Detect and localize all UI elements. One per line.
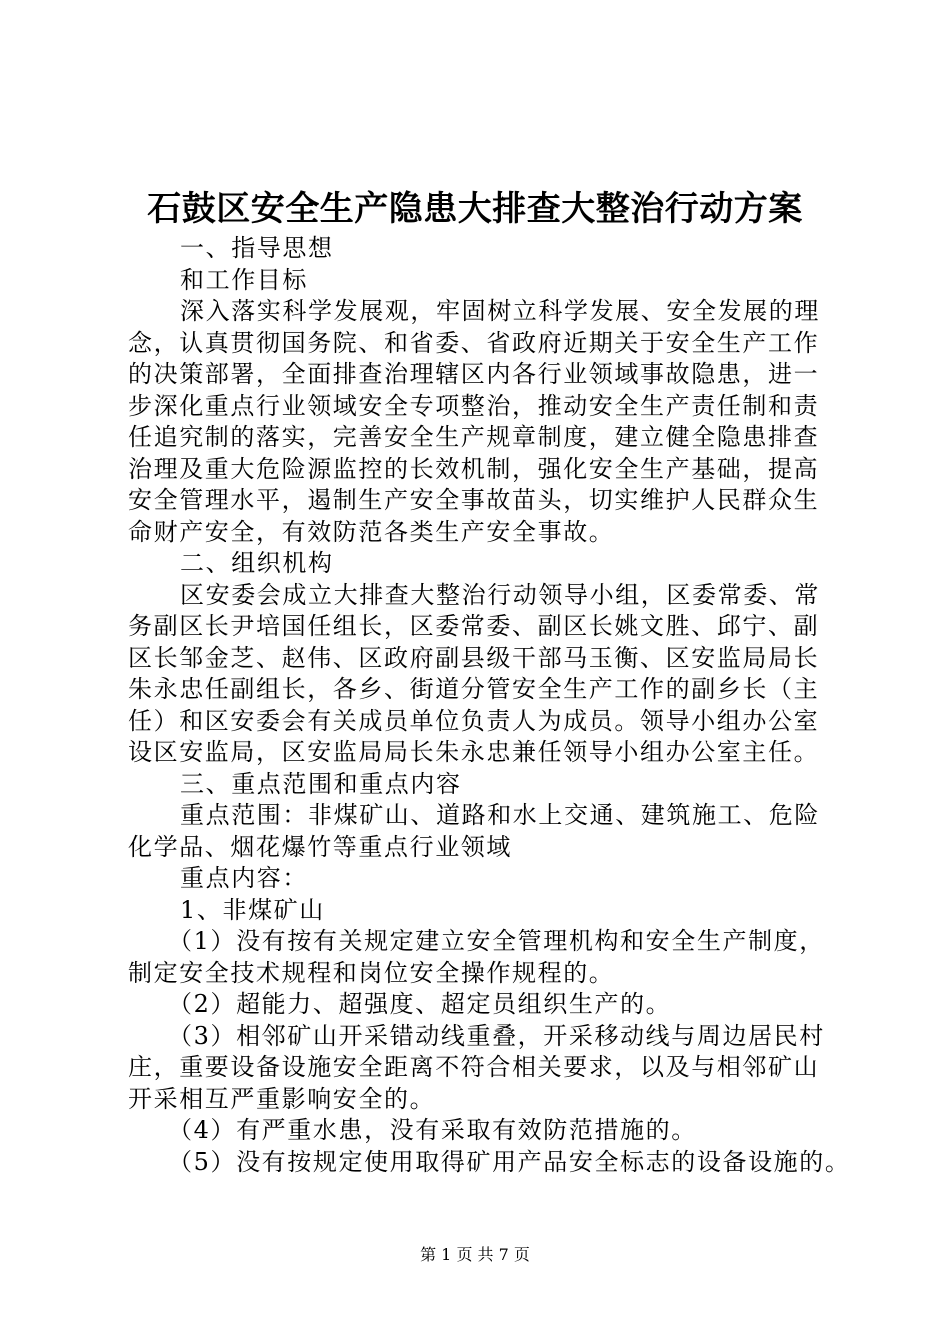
section-heading-guiding-ideology: 一、指导思想	[180, 234, 334, 262]
paragraph-line: 念，认真贯彻国务院、和省委、省政府近期关于安全生产工作	[128, 328, 820, 357]
list-item-line: （4）有严重水患，没有采取有效防范措施的。	[168, 1116, 697, 1144]
paragraph-line: 重点范围：非煤矿山、道路和水上交通、建筑施工、危险	[180, 801, 820, 829]
list-item-line: 庄，重要设备设施安全距离不符合相关要求，以及与相邻矿山	[128, 1053, 820, 1081]
list-item-line: （2）超能力、超强度、超定员组织生产的。	[168, 990, 672, 1018]
paragraph-line: 化学品、烟花爆竹等重点行业领域	[128, 832, 512, 861]
list-item-line: （5）没有按规定使用取得矿用产品安全标志的设备设施的。	[168, 1147, 851, 1176]
list-item-line: （1）没有按有关规定建立安全管理机构和安全生产制度，	[168, 927, 825, 955]
paragraph-line: 命财产安全，有效防范各类生产安全事故。	[128, 517, 615, 546]
paragraph-line: 设区安监局，区安监局局长朱永忠兼任领导小组办公室主任。	[128, 738, 820, 766]
subheading-non-coal-mines: 1、非煤矿山	[180, 895, 325, 924]
paragraph-line: 安全管理水平，遏制生产安全事故苗头，切实维护人民群众生	[128, 486, 820, 514]
paragraph-line: 区安委会成立大排查大整治行动领导小组，区委常委、常	[180, 580, 820, 609]
section-heading-organization: 二、组织机构	[180, 549, 334, 577]
paragraph-line: 朱永忠任副组长，各乡、街道分管安全生产工作的副乡长（主	[128, 675, 820, 703]
paragraph-line: 区长邹金芝、赵伟、区政府副县级干部马玉衡、区安监局局长	[128, 643, 820, 672]
document-title: 石鼓区安全生产隐患大排查大整治行动方案	[147, 189, 803, 229]
document-body	[128, 233, 851, 1178]
paragraph-line: 重点内容：	[180, 864, 308, 892]
list-item-line: 开采相互严重影响安全的。	[128, 1084, 436, 1113]
section-heading-key-scope: 三、重点范围和重点内容	[180, 769, 462, 798]
section-heading-continuation: 和工作目标	[180, 265, 308, 294]
paragraph-line: 务副区长尹培国任组长，区委常委、副区长姚文胜、邱宁、副	[128, 612, 820, 640]
paragraph-line: 治理及重大危险源监控的长效机制，强化安全生产基础，提高	[128, 454, 820, 483]
page-number-footer: 第 1 页 共 7 页	[420, 1245, 530, 1264]
list-item-line: 制定安全技术规程和岗位安全操作规程的。	[128, 958, 615, 987]
paragraph-line: 任追究制的落实，完善安全生产规章制度，建立健全隐患排查	[128, 423, 820, 451]
paragraph-line: 深入落实科学发展观，牢固树立科学发展、安全发展的理	[180, 297, 820, 325]
paragraph-line: 步深化重点行业领域安全专项整治，推动安全生产责任制和责	[128, 391, 820, 420]
paragraph-line: 的决策部署，全面排查治理辖区内各行业领域事故隐患，进一	[128, 360, 820, 388]
list-item-line: （3）相邻矿山开采错动线重叠，开采移动线与周边居民村	[168, 1021, 825, 1050]
paragraph-line: 任）和区安委会有关成员单位负责人为成员。领导小组办公室	[128, 706, 820, 735]
